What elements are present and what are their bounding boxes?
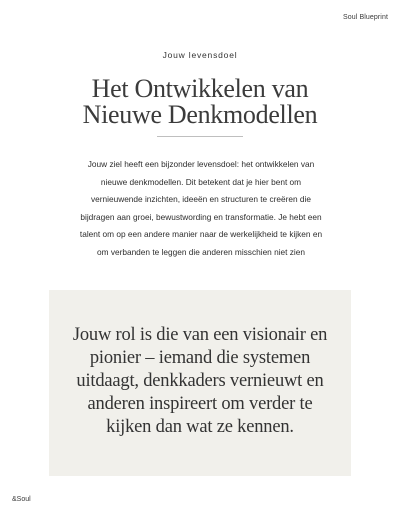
intro-line-6: om verbanden te leggen die anderen misschien niet zien <box>96 246 306 257</box>
title-line-1: Het Ontwikkelen van <box>91 74 309 103</box>
quote-line-2: pionier – iemand die systemen <box>89 348 311 368</box>
quote-box <box>49 290 351 476</box>
quote-line-4: anderen inspireert om verder te <box>87 394 313 414</box>
intro-line-4: bijdragen aan groei, bewustwording en transformatie. Je hebt een <box>80 211 322 222</box>
intro-line-3: vernieuwende inzichten, ideeën en structuren te creëren die <box>90 194 311 205</box>
quote-text <box>49 324 351 439</box>
intro-paragraph <box>75 156 327 262</box>
title-line-2: Nieuwe Denkmodellen <box>82 100 318 129</box>
intro-line-2: nieuwe denkmodellen. Dit betekent dat je hier bent om <box>100 176 302 187</box>
footer-brand: &Soul <box>12 496 31 503</box>
quote-line-1: Jouw rol is die van een visionair en <box>72 325 328 345</box>
quote-line-5: kijken dan wat ze kennen. <box>106 417 294 437</box>
page-title <box>0 76 400 128</box>
section-eyebrow: Jouw levensdoel <box>162 50 238 60</box>
quote-line-3: uitdaagt, denkkaders vernieuwt en <box>76 371 324 391</box>
intro-line-1: Jouw ziel heeft een bijzonder levensdoel: het ontwikkelen van <box>87 159 315 169</box>
intro-line-5: talent om op een andere manier naar de werkelijkheid te kijken en <box>79 229 323 240</box>
title-divider <box>157 136 243 137</box>
header-brand: Soul Blueprint <box>343 14 388 21</box>
